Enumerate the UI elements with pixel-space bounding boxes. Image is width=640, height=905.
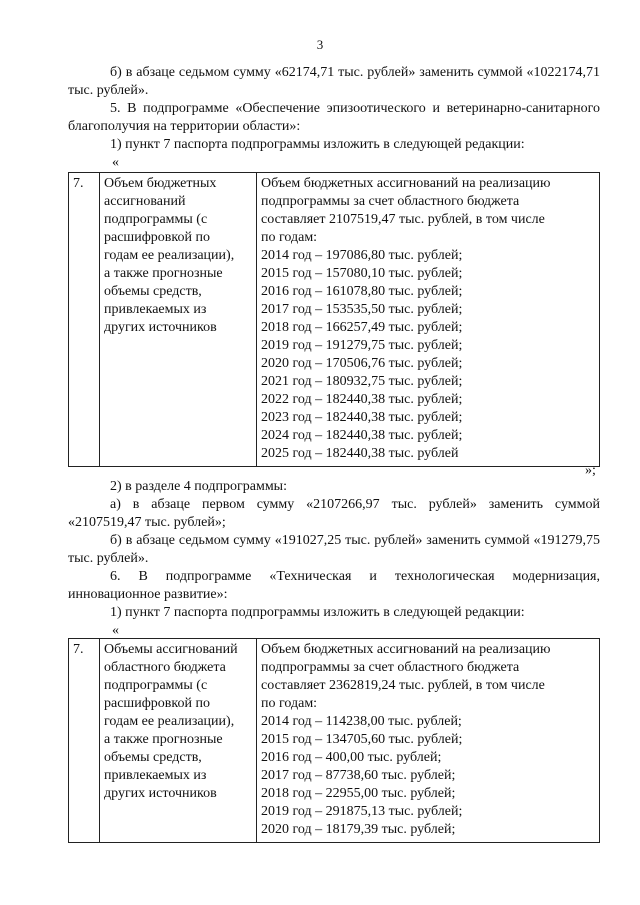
label-line: подпрограммы (с [104,212,208,227]
label-line: привлекаемых из [104,768,207,783]
value-line: 2016 год – 161078,80 тыс. рублей; [261,284,463,299]
passport-table-2 [68,638,600,843]
value-line: 2020 год – 170506,76 тыс. рублей; [261,356,463,371]
value-line: по годам: [261,696,318,711]
value-line: Объем бюджетных ассигнований на реализацию [261,176,551,191]
value-line: 2019 год – 291875,13 тыс. рублей; [261,804,463,819]
label-line: а также прогнозные [104,266,223,281]
label-cell [100,173,257,467]
label-line: годам ее реализации), [104,248,235,263]
value-line: 2016 год – 400,00 тыс. рублей; [261,750,442,765]
paragraph-5-item-1: 1) пункт 7 паспорта подпрограммы изложить в следующей редакции: [110,137,525,152]
label-line: расшифровкой по [104,696,210,711]
value-line: 2018 год – 22955,00 тыс. рублей; [261,786,456,801]
label-line: ассигнований [104,194,186,209]
value-line: составляет 2362819,24 тыс. рублей, в том числе [261,678,545,693]
value-line: 2023 год – 182440,38 тыс. рублей; [261,410,463,425]
value-line: 2015 год – 134705,60 тыс. рублей; [261,732,463,747]
table-row [69,173,600,467]
paragraph-b-sum-62174: б) в абзаце седьмом сумму «62174,71 тыс. рублей» заменить суммой «1022174,71 тыс. рублей». [68,65,600,98]
label-line: других источников [104,786,217,801]
value-line: по годам: [261,230,318,245]
value-line: Объем бюджетных ассигнований на реализацию [261,642,551,657]
open-quote-1: « [112,155,119,170]
value-line: 2021 год – 180932,75 тыс. рублей; [261,374,463,389]
paragraph-6-item-1: 1) пункт 7 паспорта подпрограммы изложить в следующей редакции: [110,605,525,620]
table-row [69,639,600,843]
label-line: а также прогнозные [104,732,223,747]
label-line: годам ее реализации), [104,714,235,729]
value-line: 2015 год – 157080,10 тыс. рублей; [261,266,463,281]
value-line: 2017 год – 153535,50 тыс. рублей; [261,302,463,317]
value-cell [257,173,600,467]
value-line: 2022 год – 182440,38 тыс. рублей; [261,392,463,407]
label-line: Объемы ассигнований [104,642,238,657]
value-line: 2017 год – 87738,60 тыс. рублей; [261,768,456,783]
close-quote-1: »; [585,463,596,478]
value-line: 2024 год – 182440,38 тыс. рублей; [261,428,463,443]
passport-table-1 [68,172,600,467]
label-line: подпрограммы (с [104,678,208,693]
value-line: 2025 год – 182440,38 тыс. рублей [261,446,459,461]
paragraph-2b: б) в абзаце седьмом сумму «191027,25 тыс. рублей» заменить суммой «191279,75 тыс. рублей». [68,533,600,566]
paragraph-6-subprogram-modernization: 6. В подпрограмме «Техническая и технологическая модернизация, инновационное развитие»: [68,569,600,602]
value-line: подпрограммы за счет областного бюджета [261,660,520,675]
row-number: 7. [69,173,100,467]
value-line: составляет 2107519,47 тыс. рублей, в том числе [261,212,545,227]
value-line: 2014 год – 197086,80 тыс. рублей; [261,248,463,263]
value-line: подпрограммы за счет областного бюджета [261,194,520,209]
label-line: областного бюджета [104,660,226,675]
paragraph-2-section-4: 2) в разделе 4 подпрограммы: [110,479,287,494]
label-line: расшифровкой по [104,230,210,245]
label-line: привлекаемых из [104,302,207,317]
label-line: объемы средств, [104,750,202,765]
value-line: 2020 год – 18179,39 тыс. рублей; [261,822,456,837]
paragraph-2a: а) в абзаце первом сумму «2107266,97 тыс. рублей» заменить суммой «2107519,47 тыс. рублей»; [68,497,600,530]
value-line: 2014 год – 114238,00 тыс. рублей; [261,714,462,729]
value-line: 2018 год – 166257,49 тыс. рублей; [261,320,463,335]
paragraph-5-subprogram-epizootic: 5. В подпрограмме «Обеспечение эпизоотического и ветеринарно-санитарного благополучия на территории области»: [68,101,600,134]
open-quote-2: « [112,623,119,638]
label-line: Объем бюджетных [104,176,217,191]
value-cell [257,639,600,843]
row-number: 7. [69,639,100,843]
label-cell [100,639,257,843]
value-line: 2019 год – 191279,75 тыс. рублей; [261,338,463,353]
label-line: объемы средств, [104,284,202,299]
page-number: 3 [316,37,324,52]
label-line: других источников [104,320,217,335]
